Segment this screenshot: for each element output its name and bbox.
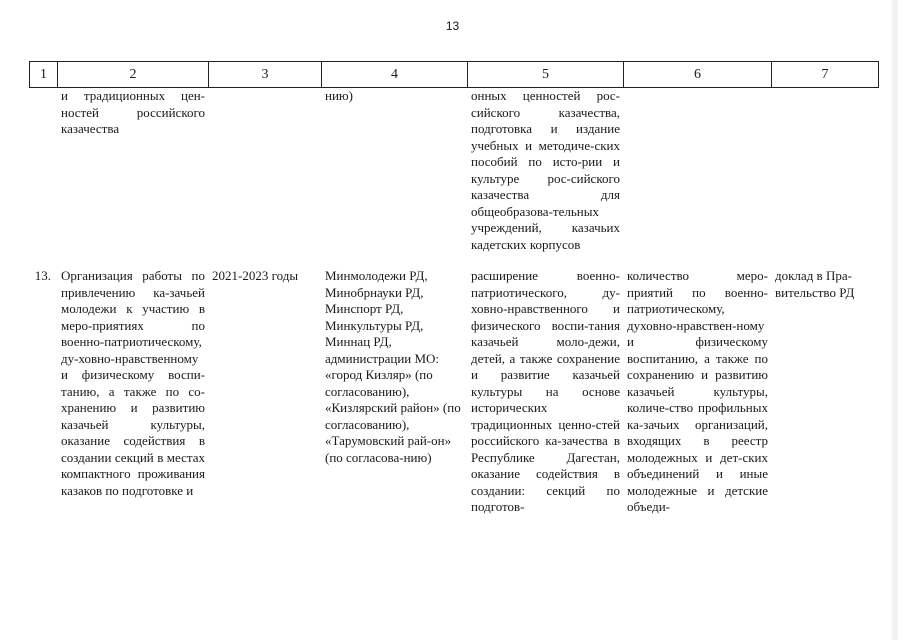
table-row <box>30 268 879 516</box>
row-number-cell <box>30 88 58 269</box>
header-col-2: 2 <box>58 62 209 88</box>
page-edge-shadow <box>892 0 898 640</box>
header-col-1: 1 <box>30 62 58 88</box>
indicator-cell <box>624 88 772 269</box>
header-col-5: 5 <box>468 62 624 88</box>
expected-result-cell: онных ценностей рос-сийского казачества, подготовка и издание учебных и методиче-ских пособий по исто-рии и культуре рос-сийского казачества для общеобразова-тельных учреждений, казачьих кадетских корпусов <box>471 88 620 252</box>
header-row <box>30 62 879 88</box>
table-row <box>30 88 879 269</box>
report-cell: доклад в Пра-вительство РД <box>775 268 855 300</box>
plan-table <box>29 61 879 516</box>
period-cell <box>209 88 322 269</box>
report-cell <box>772 88 879 269</box>
period-cell: 2021-2023 годы <box>212 268 299 283</box>
event-name-cell: Организация работы по привлечению ка-зачьей молодежи к участию в меро-приятиях по военно-патриотическому, ду-ховно-нравственному и физическому воспи-танию, а также по со-хранению и развитию казачьей культуры, оказание содействия в создании секций в местах компактного проживания казаков по подготовке и <box>61 268 205 498</box>
executors-cell: нию) <box>325 88 353 103</box>
indicator-cell: количество меро-приятий по военно-патриотическому, духовно-нравствен-ному и физическому воспитанию, а также по сохранению и развитию казачьей культуры, количе-ство профильных ка-зачьих организаций, входящих в реестр молодежных и дет-ских объединений и иные молодежные и детские объеди- <box>627 268 768 514</box>
header-col-6: 6 <box>624 62 772 88</box>
event-name-cell: и традиционных цен-ностей российского казачества <box>61 88 205 136</box>
executors-cell: Минмолодежи РД, Минобрнауки РД, Минспорт РД, Минкультуры РД, Миннац РД, администрации МО: «город Кизляр» (по согласованию), «Кизлярский район» (по согласованию), «Тарумовский рай-он» (по согласова-нию) <box>325 268 461 465</box>
header-col-4: 4 <box>322 62 468 88</box>
header-col-3: 3 <box>209 62 322 88</box>
expected-result-cell: расширение военно-патриотического, ду-ховно-нравственного и физического воспи-тания казачьей моло-дежи, детей, а также сохранение и развитие казачьей культуры на основе исторических традиционных ценно-стей российского ка-зачества в Республике Дагестан, оказание содействия в создании: секций по подготов- <box>471 268 620 514</box>
row-number-cell: 13. <box>34 268 51 283</box>
header-col-7: 7 <box>772 62 879 88</box>
page-number: 13 <box>445 19 460 33</box>
